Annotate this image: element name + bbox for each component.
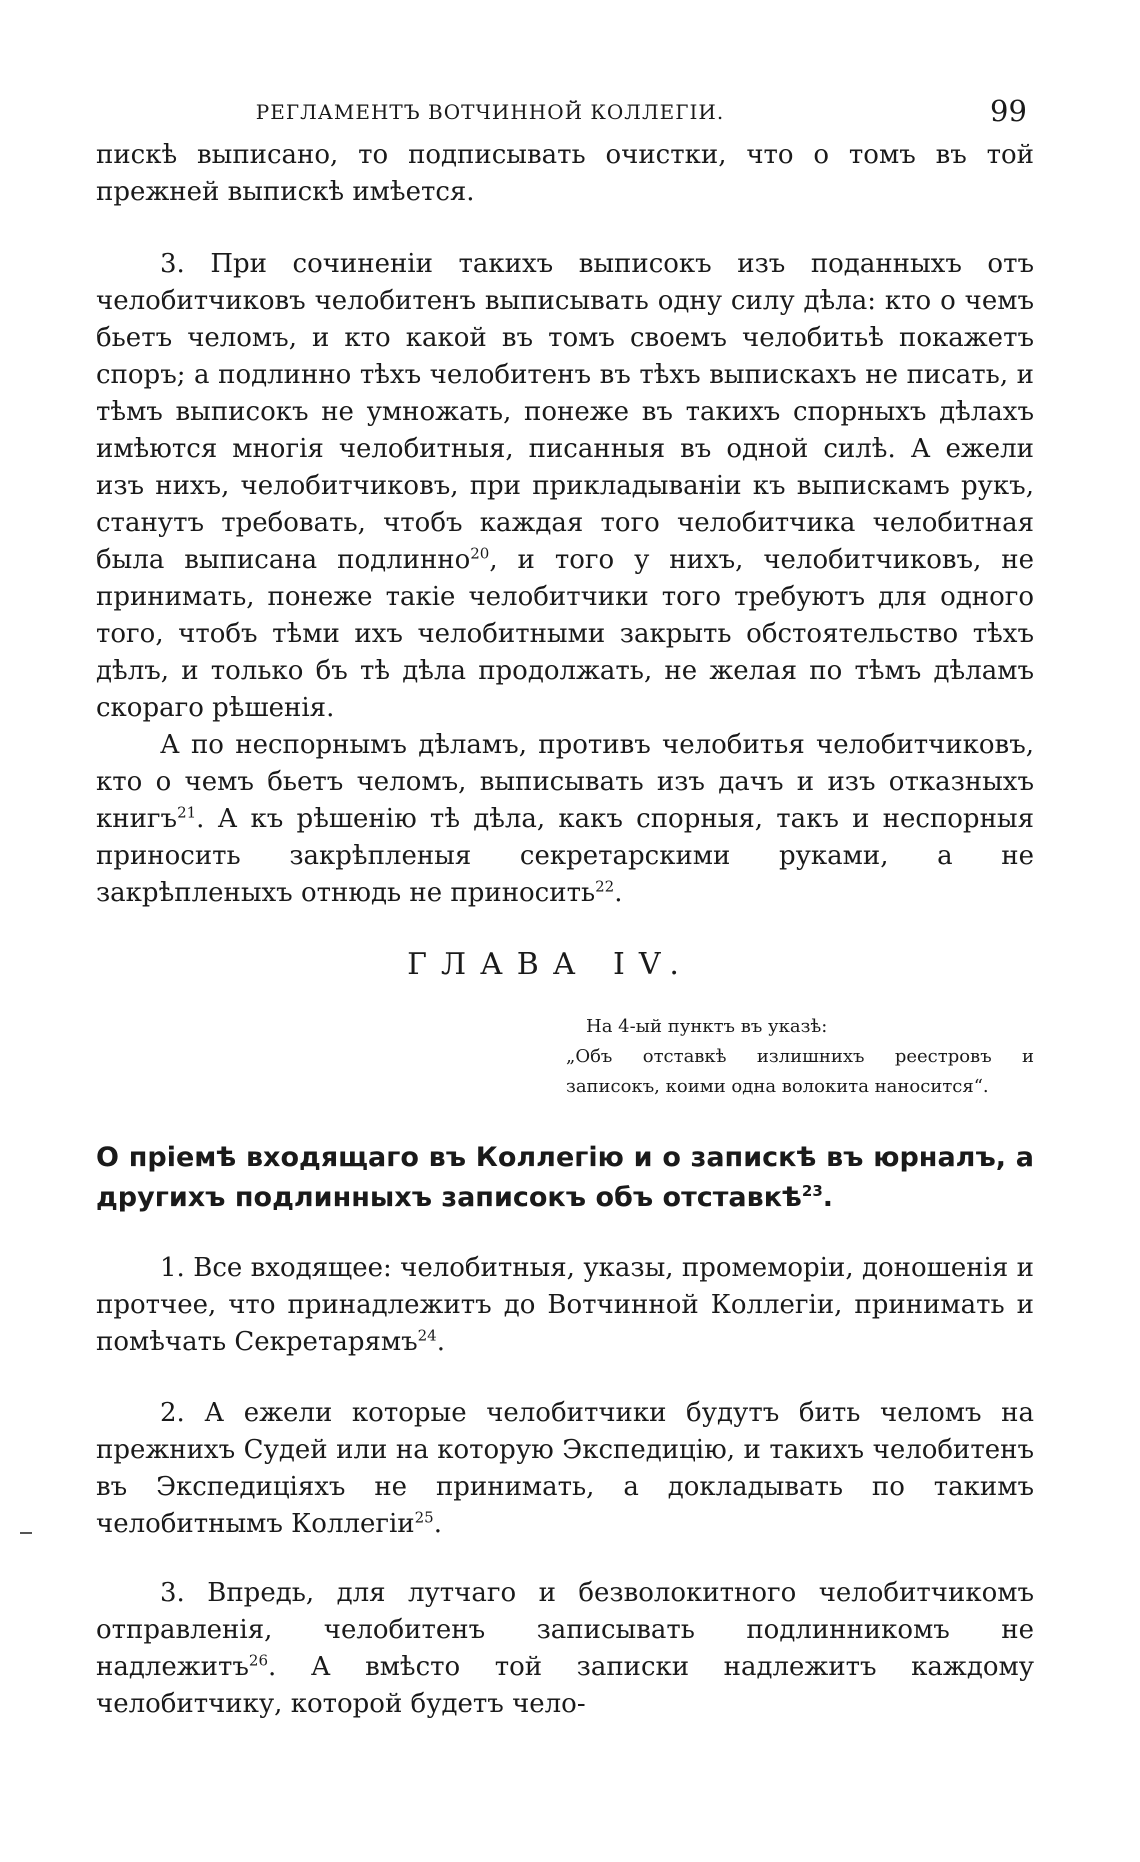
item-2-end: . [433,1509,442,1539]
item-1-paragraph [96,1250,1034,1361]
margin-dash-mark [20,1532,32,1534]
undisputed-text-part1: А по неспорнымъ дѣламъ, противъ челобитья челобитчиковъ, кто о чемъ бьетъ челомъ, выписывать изъ дачъ и изъ отказныхъ книгъ [96,730,1034,834]
item-1-end: . [436,1327,445,1357]
footnote-ref-24: 24 [417,1326,437,1345]
item-1-text: 1. Все входящее: челобитныя, указы, промеморіи, доношенія и протчее, что принадлежитъ до Вотчинной Коллегіи, принимать и помѣчать Секретарямъ [96,1253,1034,1357]
item-3b-paragraph [96,1575,1034,1723]
page-number: 99 [990,94,1027,128]
epigraph [566,1012,1034,1102]
footnote-ref-26: 26 [248,1651,269,1670]
section-title-text: О пріемѣ входящаго въ Коллегію и о запискѣ въ юрналъ, а другихъ подлинныхъ записокъ объ отставкѣ [96,1142,1034,1213]
item-3-text-part1: 3. При сочиненіи такихъ выписокъ изъ поданныхъ отъ челобитчиковъ челобитенъ выписывать одну силу дѣла: кто о чемъ бьетъ челомъ, и кто какой въ томъ своемъ челобитьѣ покажетъ споръ; а подлинно тѣхъ челобитенъ въ тѣхъ выпискахъ не писать, и тѣмъ выписокъ не умножать, понеже въ такихъ спорныхъ дѣлахъ имѣются многія челобитныя, писанныя въ одной силѣ. А ежели изъ нихъ, челобитчиковъ, при прикладываніи къ выпискамъ рукъ, станутъ требовать, чтобъ каждая того челобитчика челобитная была выписана подлинно [96,249,1034,575]
epigraph-line-2: „Объ отставкѣ излишнихъ реестровъ и записокъ, коими одна волокита наносится“. [566,1046,1034,1097]
undisputed-cases-paragraph [96,727,1034,912]
item-3-paragraph [96,246,1034,727]
item-3b-end: . А вмѣсто той записки надлежитъ каждому челобитчику, которой будетъ чело- [96,1652,1034,1719]
item-3-text-part2: , и того у нихъ, челобитчиковъ, не принимать, понеже такіе челобитчики того требуютъ для одного того, чтобъ тѣми ихъ челобитными закрыть обстоятельство тѣхъ дѣлъ, и только бъ тѣ дѣла продолжать, не желая по тѣмъ дѣламъ скораго рѣшенія. [96,545,1034,723]
running-title: РЕГЛАМЕНТЪ ВОТЧИННОЙ КОЛЛЕГІИ. [255,100,725,124]
item-2-text: 2. А ежели которые челобитчики будутъ бить челомъ на прежнихъ Судей или на которую Экспедицію, и такихъ челобитенъ въ Экспедиціяхъ не принимать, а докладывать по такимъ челобитнымъ Коллегіи [96,1398,1034,1539]
continuation-paragraph [96,137,1034,211]
chapter-heading: ГЛАВА IV. [407,947,693,982]
section-title [96,1138,1034,1218]
item-2-paragraph [96,1395,1034,1543]
undisputed-text-part2: . А къ рѣшенію тѣ дѣла, какъ спорныя, такъ и неспорныя приносить закрѣпленыя секретарскими руками, а не закрѣпленыхъ отнюдь не приносить [96,804,1034,908]
continuation-text: пискѣ выписано, то подписывать очистки, что о томъ въ той прежней выпискѣ имѣется. [96,140,1034,207]
undisputed-text-end: . [614,878,623,908]
top-text-block [96,137,1034,912]
footnote-ref-22: 22 [595,877,615,896]
item-2-block [96,1395,1034,1543]
item-3b-block [96,1575,1034,1723]
footnote-ref-25: 25 [414,1508,434,1527]
footnote-ref-20: 20 [470,544,490,563]
item-3b-text: 3. Впредь, для лутчаго и безволокитного челобитчикомъ отправленія, челобитенъ записывать подлинникомъ не надлежитъ [96,1578,1034,1682]
section-title-end: . [822,1182,834,1213]
footnote-ref-23: 23 [801,1182,823,1200]
footnote-ref-21: 21 [177,803,197,822]
epigraph-line-1: На 4-ый пунктъ въ указѣ: [586,1016,828,1037]
item-1-block [96,1250,1034,1361]
